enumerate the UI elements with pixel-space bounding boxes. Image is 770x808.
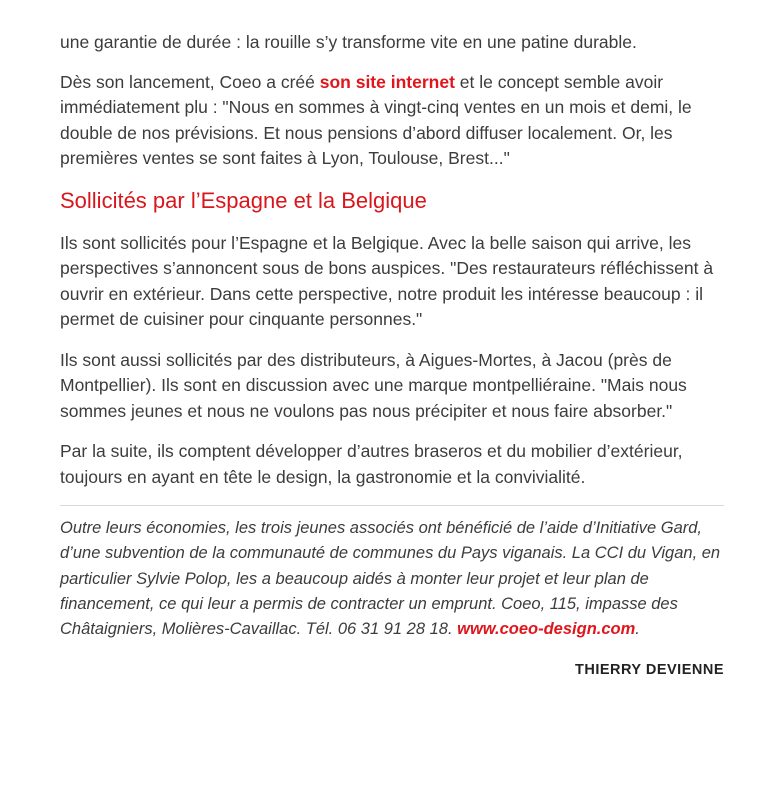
author-signature: THIERRY DEVIENNE [575, 662, 724, 679]
paragraph-launch-text-before: Dès son lancement, Coeo a créé [60, 71, 320, 92]
paragraph-spain-belgium: Ils sont sollicités pour l’Espagne et la Belgique. Avec la belle saison qui arrive, les perspectives s’annoncent sous de bons auspices. "Des restaurateurs réfléchissent à ouvrir en extérieur. Dans cette perspective, notre produit les intéresse beaucoup : il permet de cuisiner pour cinquante personnes." [60, 232, 714, 329]
paragraph-distributors: Ils sont aussi sollicités par des distributeurs, à Aigues-Mortes, à Jacou (près de Montpellier). Ils sont en discussion avec une marque montpelliéraine. "Mais nous sommes jeunes et nous ne voulons pas nous précipiter et nous faire absorber." [60, 349, 687, 421]
coeo-website-link[interactable]: www.coeo-design.com [457, 620, 636, 639]
paragraph-launch-text-after: et le concept semble avoir immédiatement plu : "Nous en sommes à vingt-cinq ventes en un mois et demi, le double de nos prévisions. Et nous pensions d’abord diffuser localement. Or, les premières ventes se sont faites à Lyon, Toulouse, Brest..." [60, 71, 692, 168]
article-body [60, 30, 724, 678]
paragraph-launch [60, 70, 724, 172]
info-note [60, 516, 724, 642]
section-heading: Sollicités par l’Espagne et la Belgique [60, 187, 427, 213]
website-link[interactable]: son site internet [319, 71, 455, 92]
divider [60, 505, 724, 506]
paragraph-future: Par la suite, ils comptent développer d’autres braseros et du mobilier d’extérieur, toujours en ayant en tête le design, la gastronomie et la convivialité. [60, 441, 683, 487]
paragraph-intro-end: une garantie de durée : la rouille s’y transforme vite en une patine durable. [60, 32, 637, 52]
info-note-text: Outre leurs économies, les trois jeunes associés ont bénéficié de l’aide d’Initiative Gard, d’une subvention de la communauté de communes du Pays viganais. La CCI du Vigan, en particulier Sylvie Polop, les a beaucoup aidés à monter leur projet et leur plan de financement, ce qui leur a permis de contracter un emprunt. Coeo, 115, impasse des Châtaigniers, Molières-Cavaillac. Tél. 06 31 91 28 18. [60, 519, 721, 639]
info-note-end: . [635, 620, 640, 639]
